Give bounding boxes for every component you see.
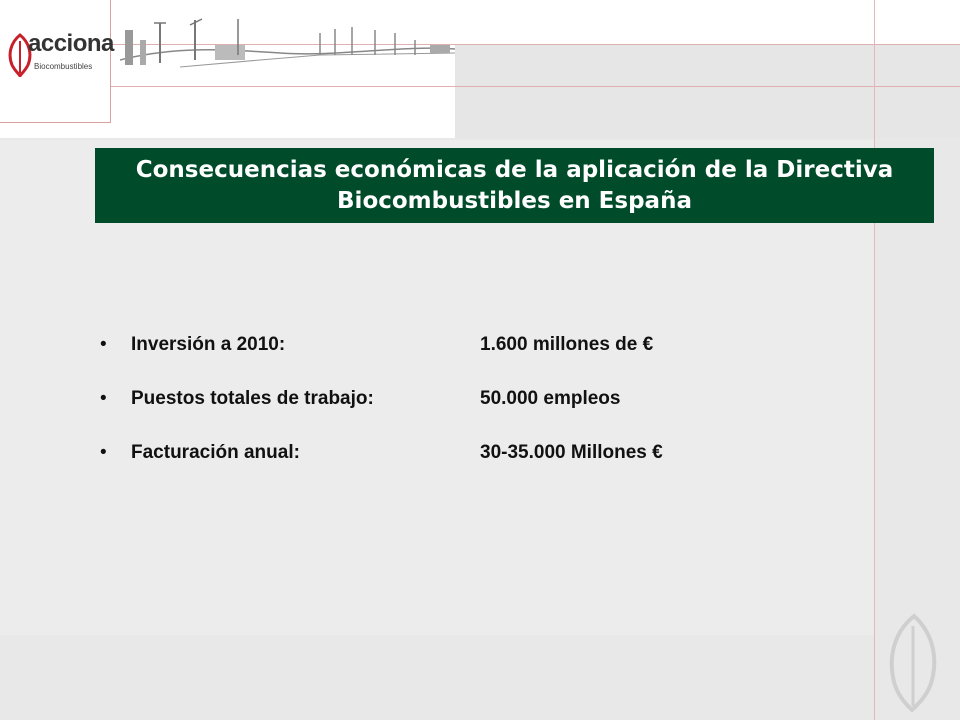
logo-wordmark: acciona (28, 30, 114, 57)
bullet-marker: • (100, 442, 107, 463)
bullet-marker: • (100, 334, 107, 355)
bullet-value: 30-35.000 Millones € (480, 442, 663, 463)
bullet-label: Facturación anual: (131, 442, 300, 463)
logo (0, 0, 114, 123)
watermark-leaf-icon (884, 612, 940, 712)
landscape-illustration (120, 15, 455, 75)
bullet-label: Puestos totales de trabajo: (131, 388, 374, 409)
header-gray-panel (455, 45, 960, 138)
header-divider-bottom (110, 86, 960, 87)
bullet-marker: • (100, 388, 107, 409)
bullet-value: 50.000 empleos (480, 388, 621, 409)
bullet-value: 1.600 millones de € (480, 334, 654, 355)
bullet-label: Inversión a 2010: (131, 334, 286, 355)
slide-title: Consecuencias económicas de la aplicación de la Directiva Biocombustibles en España (135, 156, 894, 214)
logo-subtitle: Biocombustibles (34, 62, 93, 71)
right-guide-line (874, 0, 875, 720)
slide-title-box (95, 148, 934, 223)
